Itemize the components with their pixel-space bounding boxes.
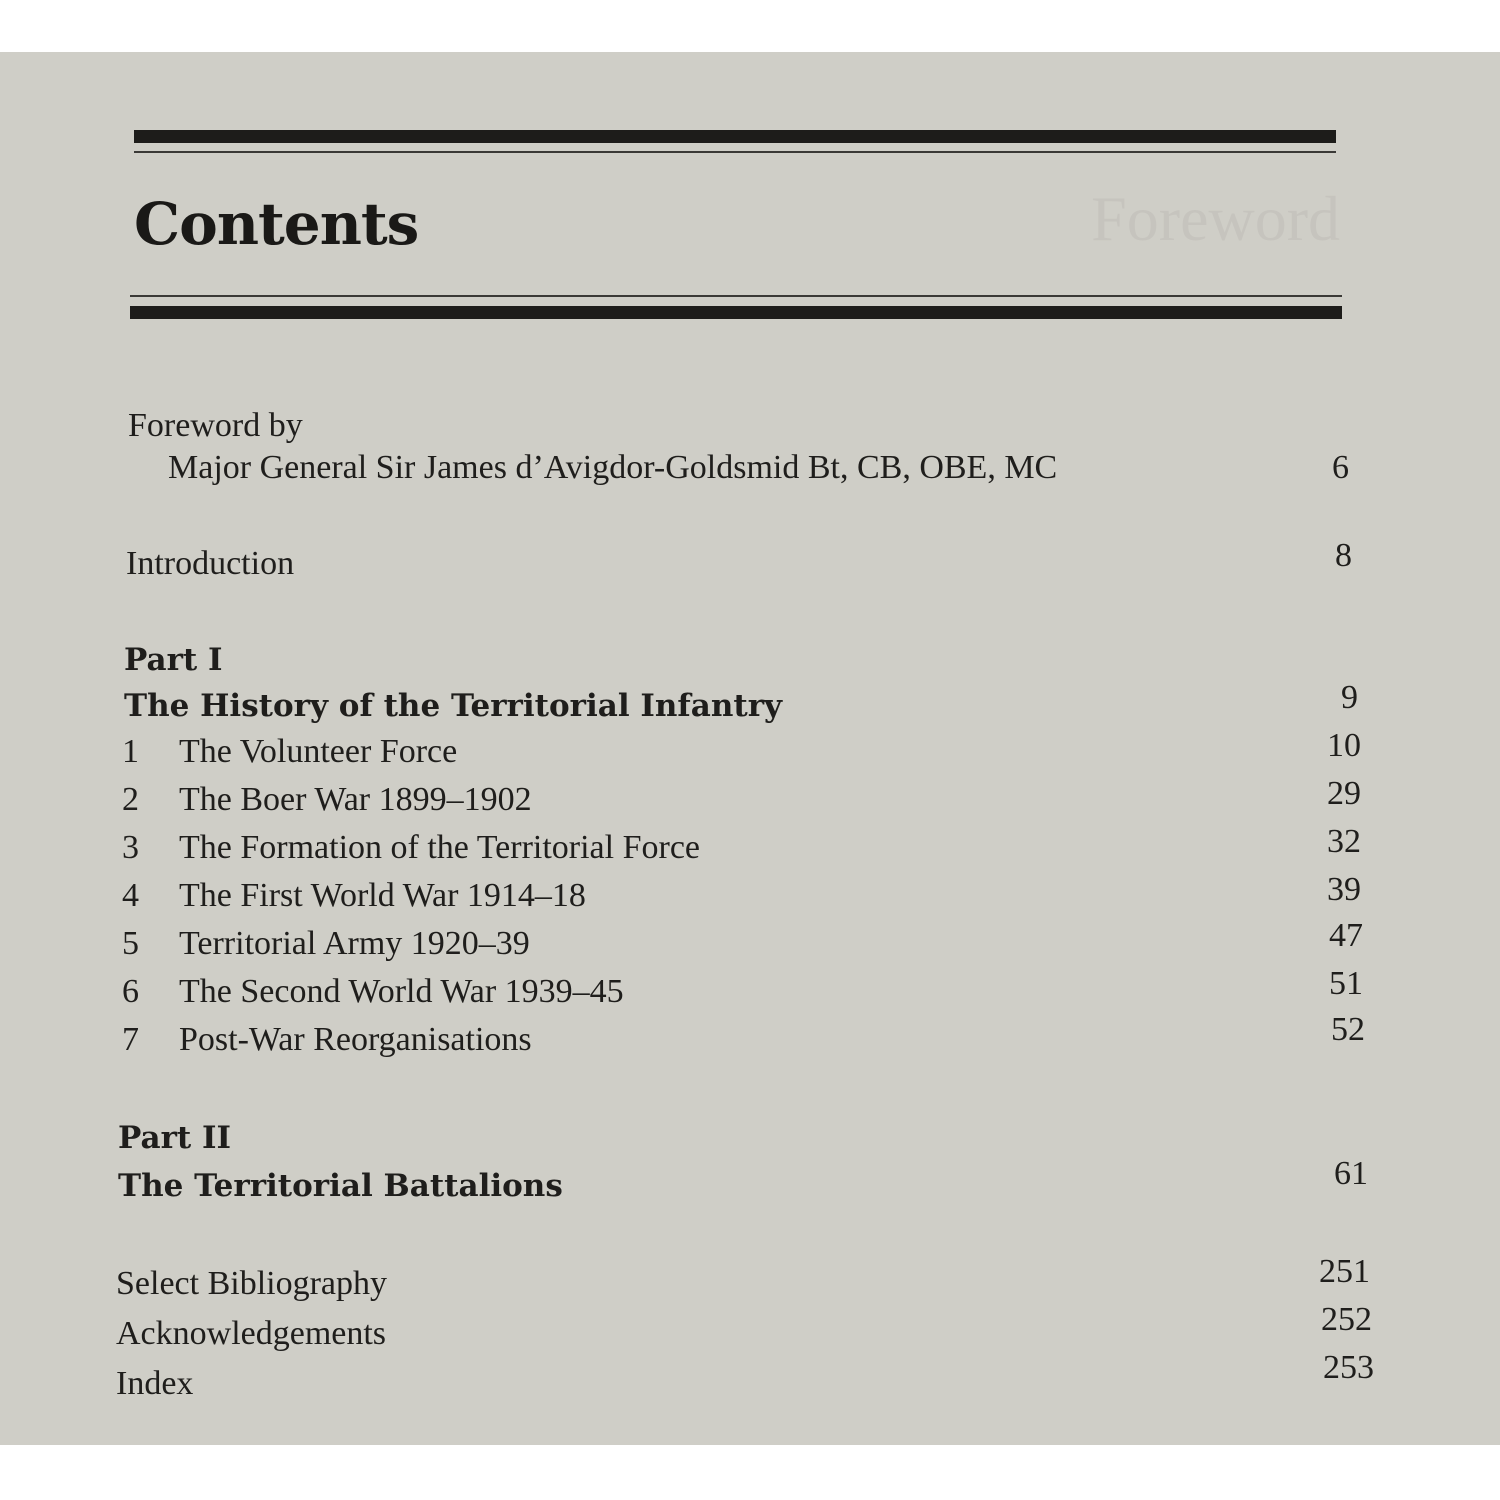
part2-title: The Territorial Battalions xyxy=(118,1168,563,1204)
chapter-item xyxy=(122,828,700,868)
bottom-thin-rule xyxy=(130,295,1342,297)
chapter-number: 5 xyxy=(122,925,139,962)
chapter-page: 47 xyxy=(1329,917,1363,954)
chapter-number: 4 xyxy=(122,877,139,914)
chapter-title: Territorial Army 1920–39 xyxy=(179,925,530,962)
chapter-page: 32 xyxy=(1327,823,1361,860)
chapter-title: Post-War Reorganisations xyxy=(179,1021,532,1058)
back-matter-page: 251 xyxy=(1319,1253,1370,1290)
chapter-title: The First World War 1914–18 xyxy=(179,877,586,914)
part1-title: The History of the Territorial Infantry xyxy=(124,688,783,724)
book-page xyxy=(0,52,1500,1445)
top-thin-rule xyxy=(134,151,1336,153)
show-through-text: Foreword xyxy=(1091,183,1340,254)
part2-page: 61 xyxy=(1334,1155,1368,1192)
chapter-number: 6 xyxy=(122,973,139,1010)
introduction-page: 8 xyxy=(1335,537,1352,574)
introduction-label: Introduction xyxy=(126,545,295,582)
part2-label: Part II xyxy=(118,1120,232,1156)
foreword-label: Foreword by xyxy=(128,407,303,444)
chapter-title: The Boer War 1899–1902 xyxy=(179,781,532,818)
back-matter-item: Acknowledgements xyxy=(116,1315,387,1352)
back-matter-page: 252 xyxy=(1321,1301,1372,1338)
chapter-item xyxy=(122,972,624,1012)
foreword-author: Major General Sir James d’Avigdor-Goldsmid Bt, CB, OBE, MC xyxy=(168,449,1058,486)
foreword-page: 6 xyxy=(1332,449,1349,486)
part1-page: 9 xyxy=(1341,679,1358,716)
chapter-title: The Volunteer Force xyxy=(179,733,458,770)
chapter-number: 1 xyxy=(122,733,139,770)
part1-label: Part I xyxy=(124,642,223,678)
back-matter-item: Select Bibliography xyxy=(116,1265,388,1302)
chapter-item xyxy=(122,924,530,964)
chapter-item xyxy=(122,876,586,916)
back-matter-page: 253 xyxy=(1323,1349,1374,1386)
chapter-item xyxy=(122,1020,532,1060)
page-title: Contents xyxy=(134,190,419,258)
chapter-number: 7 xyxy=(122,1021,139,1058)
bottom-thick-rule xyxy=(130,306,1342,319)
back-matter-item: Index xyxy=(116,1365,194,1402)
chapter-title: The Second World War 1939–45 xyxy=(179,973,624,1010)
chapter-item xyxy=(122,732,457,772)
chapter-number: 2 xyxy=(122,781,139,818)
chapter-page: 52 xyxy=(1331,1011,1365,1048)
chapter-title: The Formation of the Territorial Force xyxy=(179,829,701,866)
chapter-page: 51 xyxy=(1329,965,1363,1002)
chapter-page: 10 xyxy=(1327,727,1361,764)
top-thick-rule xyxy=(134,130,1336,143)
chapter-page: 29 xyxy=(1327,775,1361,812)
chapter-item xyxy=(122,780,532,820)
chapter-page: 39 xyxy=(1327,871,1361,908)
chapter-number: 3 xyxy=(122,829,139,866)
